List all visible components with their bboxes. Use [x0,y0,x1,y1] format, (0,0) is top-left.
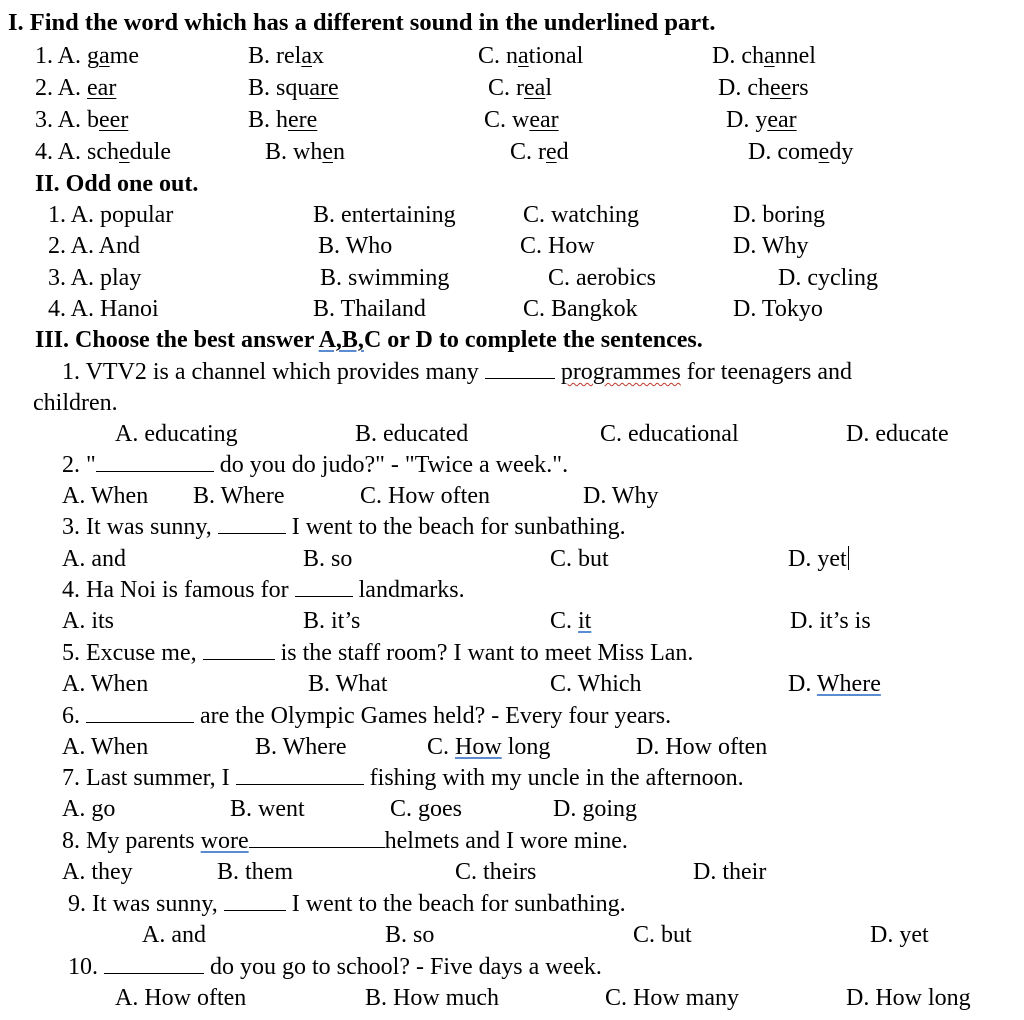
s3-q2-b: B. Where [193,483,285,509]
s1-q4-b: B. when [265,139,345,165]
section-2-title: II. Odd one out. [35,171,199,197]
s3-q8-d: D. their [693,859,767,885]
s3-q9-c: C. but [633,922,692,948]
s1-q3-a: 3. A. beer [35,107,129,133]
answer-blank[interactable] [485,358,555,379]
s3-q7-a: A. go [62,796,116,822]
answer-blank[interactable] [249,827,385,848]
s1-q3-d: D. year [726,107,797,133]
s2-r1-d: D. boring [733,202,825,228]
s3-q2-stem: 2. " do you do judo?" - "Twice a week.". [62,452,569,478]
s3-q8-stem: 8. My parents wore helmets and I wore mine. [62,828,628,854]
s3-q5-d: D. Where [788,671,881,697]
s1-q3-b: B. here [248,107,318,133]
s3-q3-c: C. but [550,546,609,572]
s3-q3-d: D. yet [788,546,847,572]
s1-q4-c: C. red [510,139,569,165]
s2-r4-b: B. Thailand [313,296,426,322]
s2-r3-b: B. swimming [320,265,450,291]
s2-r4-a: 4. A. Hanoi [48,296,159,322]
s3-q8-a: A. they [62,859,133,885]
s3-q6-c: C. How long [427,734,551,760]
s3-q8-b: B. them [217,859,293,885]
s2-r1-b: B. entertaining [313,202,456,228]
s3-q1-b: B. educated [355,421,469,447]
s3-q10-stem: 10. do you go to school? - Five days a week. [68,954,602,980]
s3-q4-b: B. it’s [303,608,361,634]
s3-q5-b: B. What [308,671,388,697]
section-3-title: III. Choose the best answer A,B,C or D to complete the sentences. [35,327,703,353]
s3-q5-a: A. When [62,671,149,697]
s3-q4-stem: 4. Ha Noi is famous for landmarks. [62,577,465,603]
s3-q2-a: A. When [62,483,149,509]
s2-r2-d: D. Why [733,233,809,259]
s3-q7-c: C. goes [390,796,462,822]
answer-blank[interactable] [203,639,275,660]
s3-q8-c: C. theirs [455,859,537,885]
s2-r4-c: C. Bangkok [523,296,638,322]
s2-r3-c: C. aerobics [548,265,656,291]
answer-blank[interactable] [295,576,353,597]
s1-q1-b: B. relax [248,43,324,69]
s3-q9-d: D. yet [870,922,929,948]
s3-q1-cont: children. [33,390,118,416]
s1-q4-d: D. comedy [748,139,854,165]
s3-q6-d: D. How often [636,734,768,760]
s3-q3-stem: 3. It was sunny, I went to the beach for sunbathing. [62,514,626,540]
s1-q3-c: C. wear [484,107,559,133]
answer-blank[interactable] [96,451,214,472]
s3-q4-c: C. it [550,608,592,634]
s2-r1-a: 1. A. popular [48,202,174,228]
s2-r2-a: 2. A. And [48,233,141,259]
s1-q4-a: 4. A. schedule [35,139,171,165]
s3-q7-b: B. went [230,796,305,822]
s3-q1-d: D. educate [846,421,949,447]
s2-r3-d: D. cycling [778,265,878,291]
s3-q6-a: A. When [62,734,149,760]
s1-q1-a: 1. A. game [35,43,139,69]
s1-q2-a: 2. A. ear [35,75,117,101]
s3-q10-d: D. How long [846,985,971,1011]
answer-blank[interactable] [236,764,364,785]
answer-blank[interactable] [86,702,194,723]
s3-q2-c: C. How often [360,483,490,509]
s2-r4-d: D. Tokyo [733,296,823,322]
text-cursor [848,546,849,570]
s1-q2-d: D. cheers [718,75,809,101]
s3-q9-b: B. so [385,922,435,948]
s1-q1-c: C. national [478,43,584,69]
s3-q5-stem: 5. Excuse me, is the staff room? I want to meet Miss Lan. [62,640,694,666]
s3-q5-c: C. Which [550,671,642,697]
answer-blank[interactable] [104,953,204,974]
answer-blank[interactable] [224,890,286,911]
s3-q10-c: C. How many [605,985,739,1011]
answer-blank[interactable] [218,513,286,534]
s3-q6-b: B. Where [255,734,347,760]
s2-r1-c: C. watching [523,202,639,228]
s2-r2-c: C. How [520,233,595,259]
s3-q4-d: D. it’s is [790,608,871,634]
s3-q7-d: D. going [553,796,637,822]
s3-q10-b: B. How much [365,985,499,1011]
s1-q2-b: B. square [248,75,339,101]
s1-q2-c: C. real [488,75,552,101]
s2-r2-b: B. Who [318,233,393,259]
s3-q1-c: C. educational [600,421,739,447]
section-1-title: I. Find the word which has a different sound in the underlined part. [8,9,716,36]
s1-q1-d: D. channel [712,43,816,69]
s3-q6-stem: 6. are the Olympic Games held? - Every four years. [62,703,672,729]
s3-q1-stem: 1. VTV2 is a channel which provides many programmes for teenagers and [62,359,853,385]
s3-q9-stem: 9. It was sunny, I went to the beach for sunbathing. [68,891,626,917]
s3-q9-a: A. and [142,922,206,948]
s3-q3-a: A. and [62,546,126,572]
s3-q2-d: D. Why [583,483,659,509]
s3-q1-a: A. educating [115,421,238,447]
s3-q7-stem: 7. Last summer, I fishing with my uncle in the afternoon. [62,765,744,791]
s3-q10-a: A. How often [115,985,247,1011]
s3-q3-b: B. so [303,546,353,572]
s3-q4-a: A. its [62,608,115,634]
s2-r3-a: 3. A. play [48,265,142,291]
